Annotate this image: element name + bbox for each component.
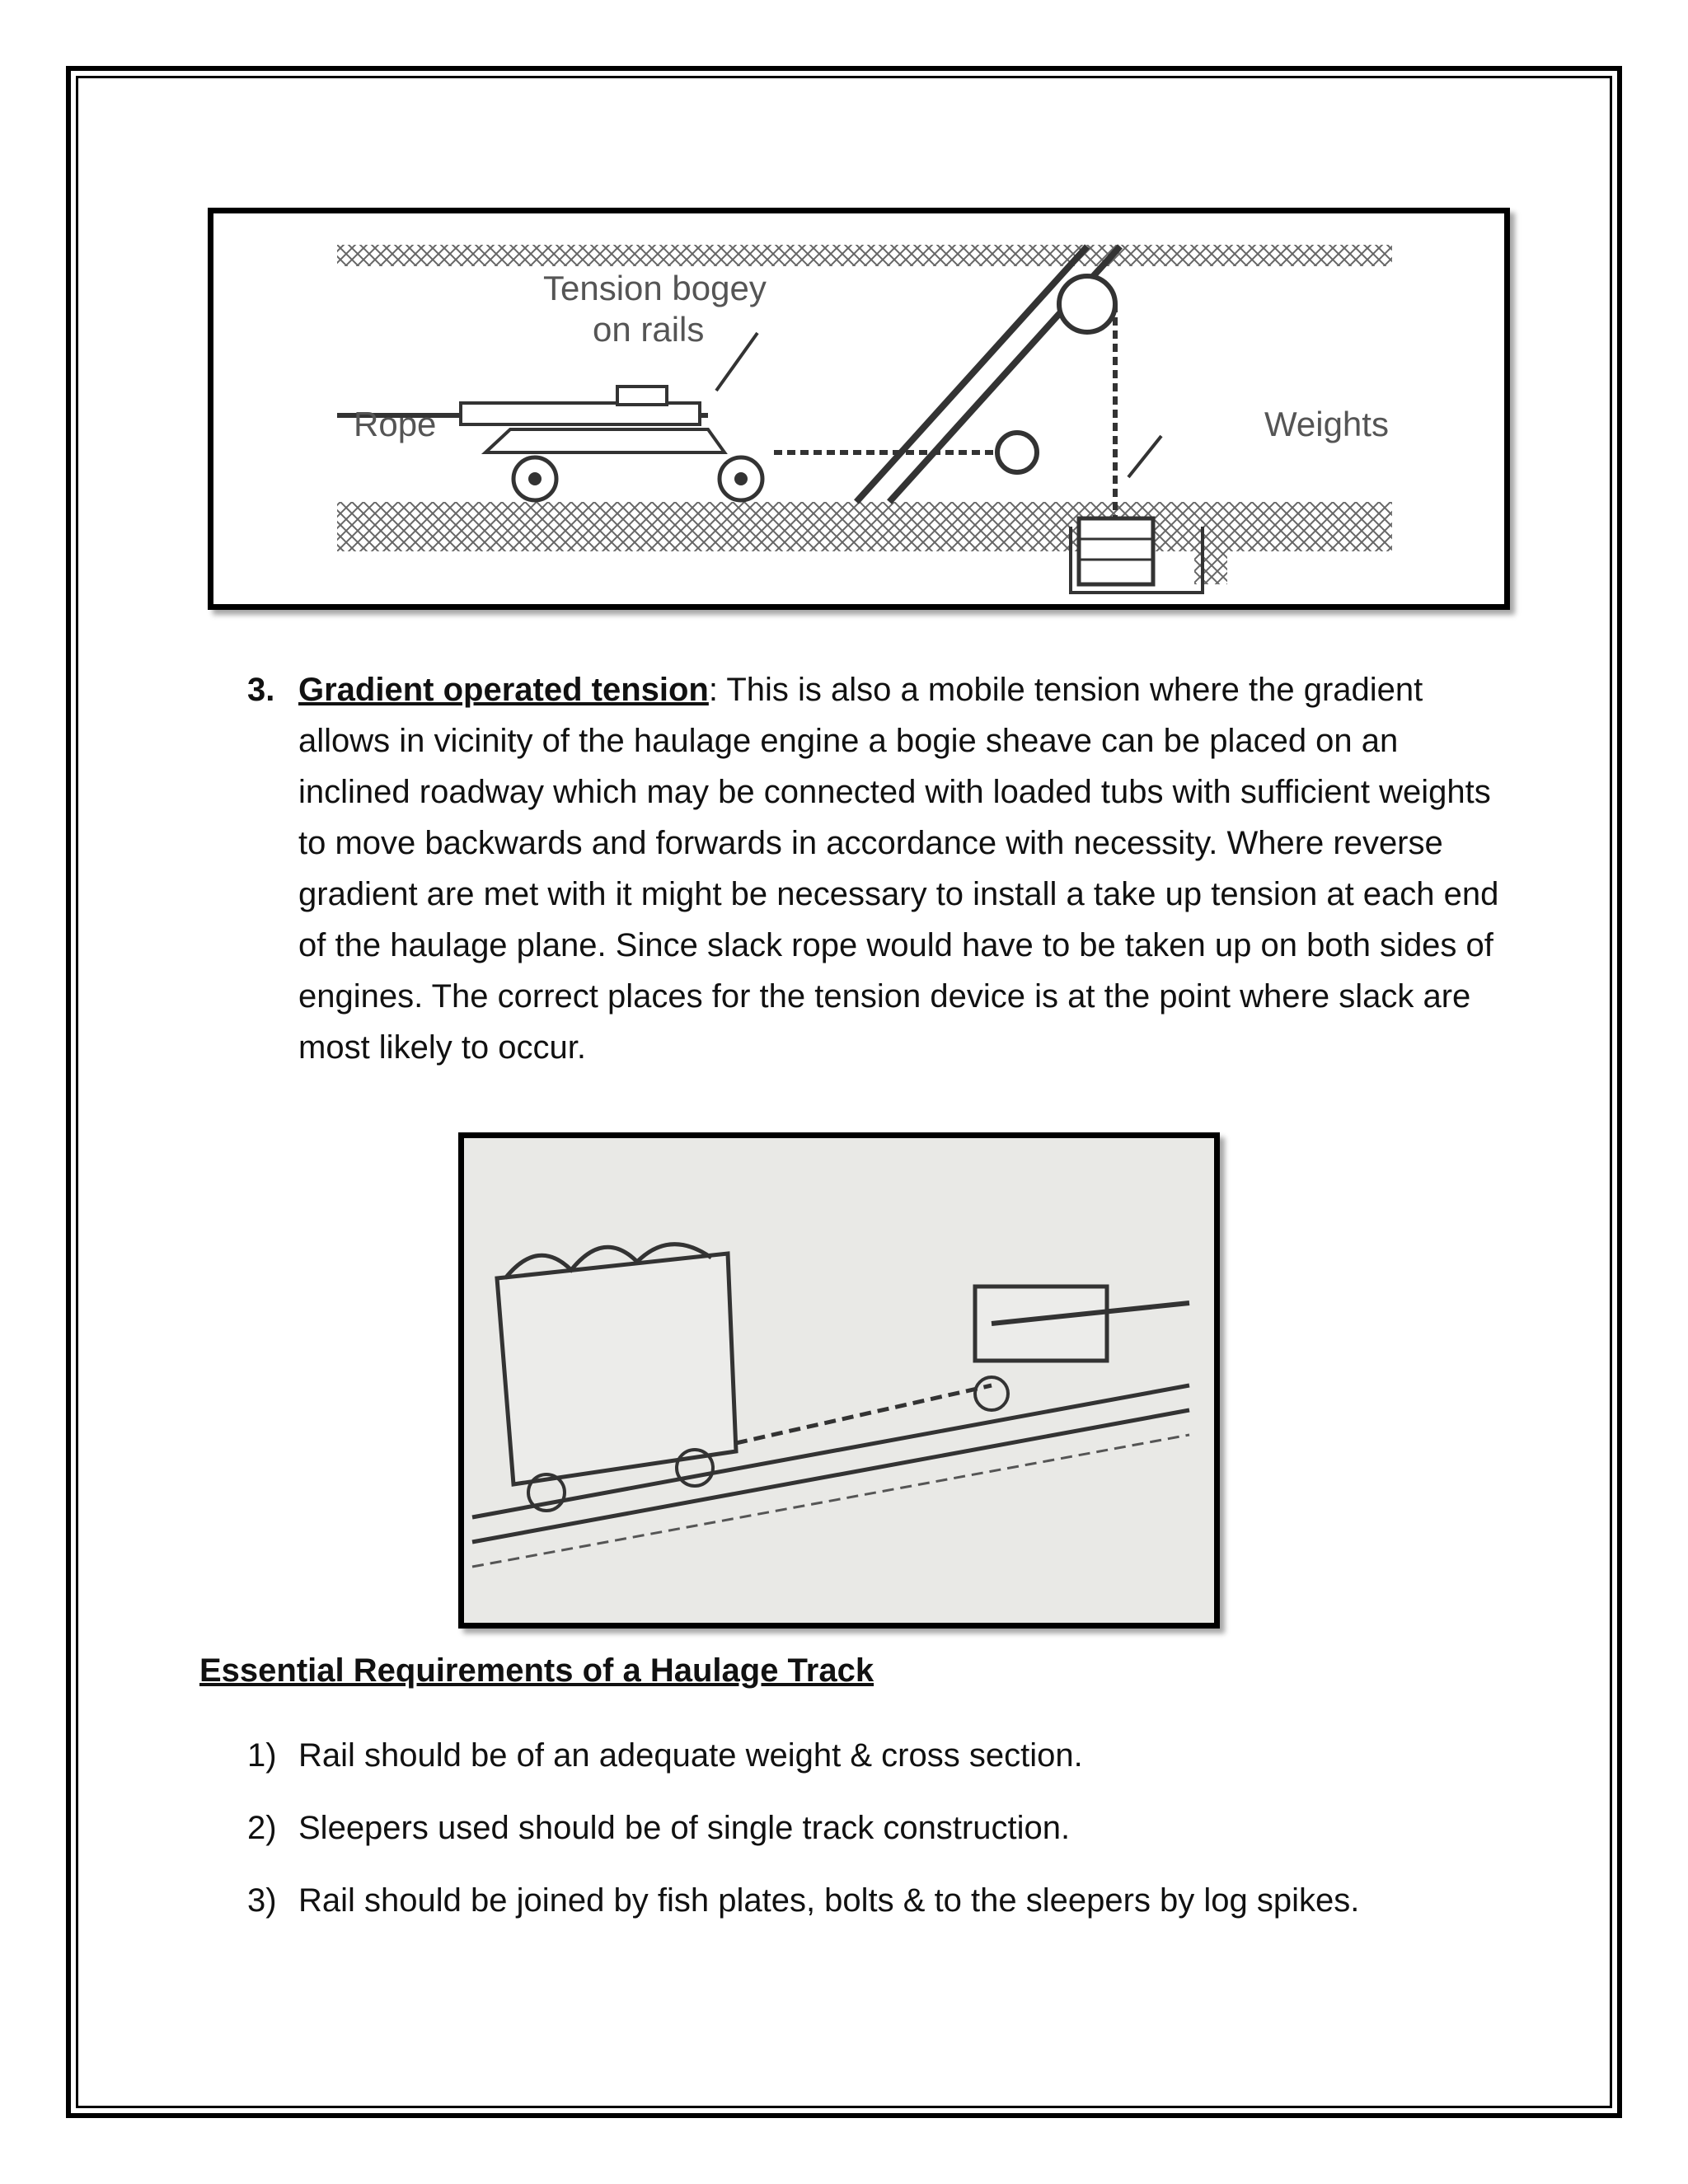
label-rope: Rope [354, 405, 437, 443]
item-number: 3. [247, 672, 275, 708]
list-text: Rail should be of an adequate weight & cross section. [298, 1737, 1083, 1774]
item-text: : This is also a mobile tension where the gradient allows in vicinity of the haulage engine a bogie sheave can be placed on an inclined roadway which may be connected with loaded tubs with sufficient weights to move backwards and forwards in accordance with necessity. Where reverse gradient are met with it might be necessary to install a take up tension at each end of the haulage plane. Since slack rope would have to be taken up on both sides of engines. The correct places for the tension device is at the point where slack are most likely to occur. [298, 672, 1499, 1066]
list-number: 1) [247, 1737, 277, 1774]
roof-strata [337, 245, 1392, 266]
gradient-tension-item [247, 664, 1517, 1073]
floor-strata [337, 502, 1194, 551]
lower-pulley [997, 433, 1037, 472]
bogey-body [485, 429, 724, 452]
label-on-rails: on rails [593, 310, 705, 349]
floor-strata-right [1227, 502, 1392, 551]
arrow-tension [716, 333, 757, 391]
list-number: 3) [247, 1882, 277, 1919]
weights-block [1079, 518, 1153, 584]
bogey-block [617, 387, 667, 405]
pit-wall [1194, 502, 1227, 584]
label-tension-bogey: Tension bogey [543, 269, 767, 307]
list-item [247, 1810, 1070, 1847]
list-item [247, 1737, 1083, 1774]
tension-bogey-diagram [213, 213, 1504, 604]
arrow-weights [1128, 436, 1161, 477]
gradient-tension-figure [458, 1132, 1220, 1629]
list-number: 2) [247, 1810, 277, 1846]
gradient-tension-diagram [464, 1138, 1214, 1623]
list-text: Sleepers used should be of single track construction. [298, 1810, 1071, 1846]
section-heading: Essential Requirements of a Haulage Track [199, 1652, 874, 1689]
item-paragraph [298, 664, 1517, 1073]
list-text: Rail should be joined by fish plates, bolts & to the sleepers by log spikes. [298, 1882, 1360, 1919]
upper-pulley [1059, 276, 1115, 332]
item-term: Gradient operated tension [298, 672, 709, 708]
tension-bogey-figure [208, 208, 1510, 610]
frame-leg-1 [856, 246, 1087, 502]
list-item [247, 1882, 1359, 1919]
label-weights: Weights [1264, 405, 1389, 443]
